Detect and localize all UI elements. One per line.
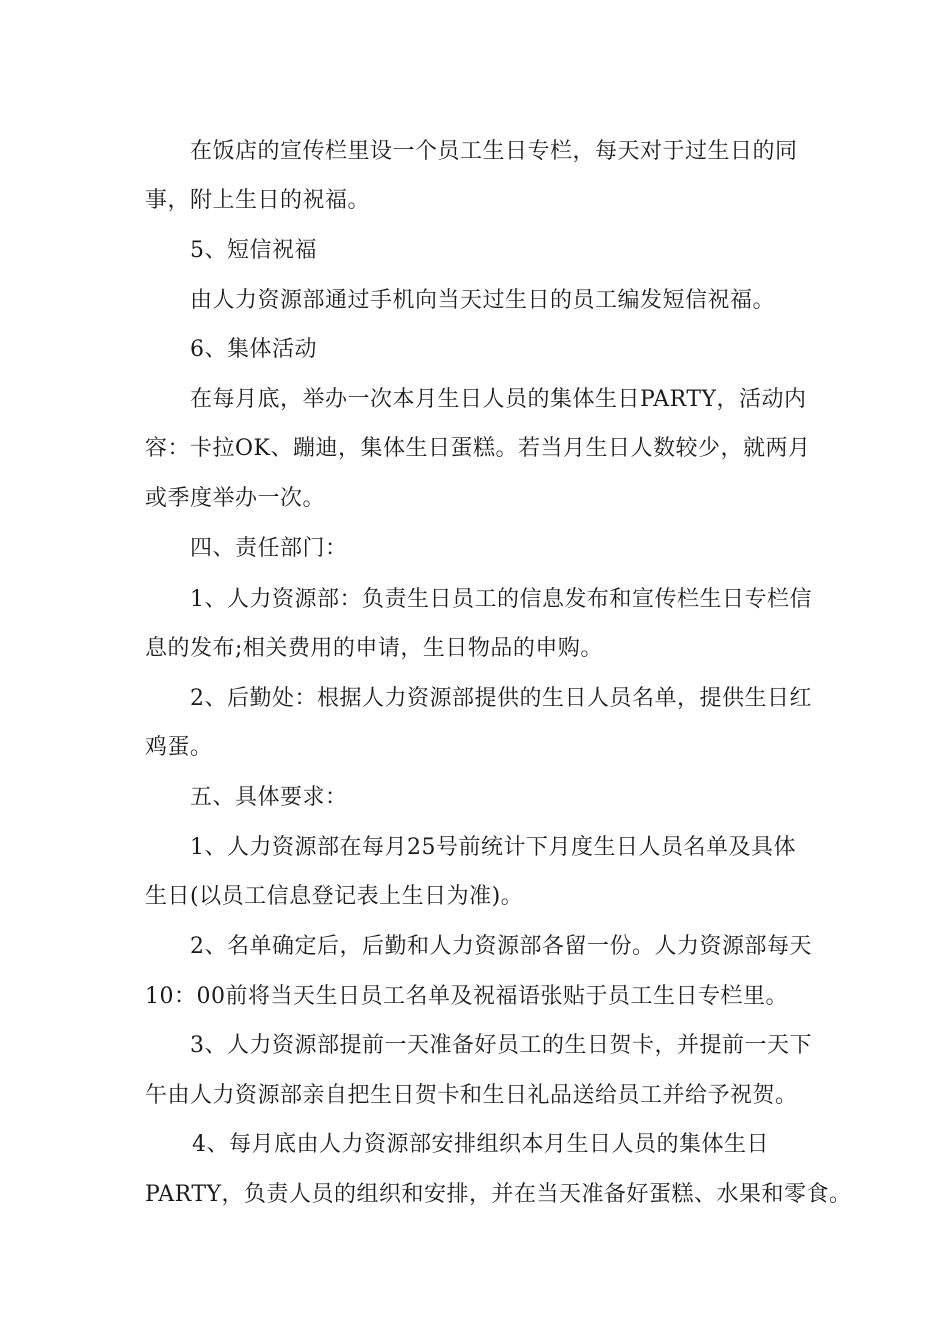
paragraph-line: 午由人力资源部亲自把生日贺卡和生日礼品送给员工并给予祝贺。 (145, 1083, 798, 1108)
paragraph-line: PARTY，负责人员的组织和安排，并在当天准备好蛋糕、水果和零食。 (145, 1182, 852, 1207)
section-heading: 6、集体活动 (190, 337, 317, 362)
paragraph-line: 1、人力资源部：负责生日员工的信息发布和宣传栏生日专栏信 (190, 587, 812, 612)
paragraph-line: 在饭店的宣传栏里设一个员工生日专栏，每天对于过生日的同 (190, 139, 798, 164)
paragraph-line: 由人力资源部通过手机向当天过生日的员工编发短信祝福。 (190, 288, 776, 313)
paragraph-line: 10：00前将当天生日员工名单及祝福语张贴于员工生日专栏里。 (145, 984, 788, 1009)
paragraph-line: 2、后勤处：根据人力资源部提供的生日人员名单，提供生日红 (190, 686, 812, 711)
section-heading: 五、具体要求： (190, 785, 348, 810)
paragraph-line: 1、人力资源部在每月25号前统计下月度生日人员名单及具体 (190, 835, 796, 860)
paragraph-line: 息的发布;相关费用的申请，生日物品的申购。 (145, 636, 603, 661)
paragraph-line: 2、名单确定后，后勤和人力资源部各留一份。人力资源部每天 (190, 934, 812, 959)
paragraph-line: 或季度举办一次。 (145, 486, 326, 511)
paragraph-line: 事，附上生日的祝福。 (145, 188, 371, 213)
paragraph-line: 3、人力资源部提前一天准备好员工的生日贺卡，并提前一天下 (190, 1033, 812, 1058)
paragraph-line: 容：卡拉OK、蹦迪，集体生日蛋糕。若当月生日人数较少，就两月 (145, 436, 811, 461)
paragraph-line: 生日(以员工信息登记表上生日为准)。 (145, 884, 524, 909)
paragraph-line: 在每月底，举办一次本月生日人员的集体生日PARTY，活动内 (190, 387, 807, 412)
section-heading: 四、责任部门： (190, 536, 348, 561)
paragraph-line: 鸡蛋。 (145, 735, 213, 760)
section-heading: 5、短信祝福 (190, 238, 317, 263)
paragraph-line: 4、每月底由人力资源部安排组织本月生日人员的集体生日 (192, 1132, 769, 1157)
